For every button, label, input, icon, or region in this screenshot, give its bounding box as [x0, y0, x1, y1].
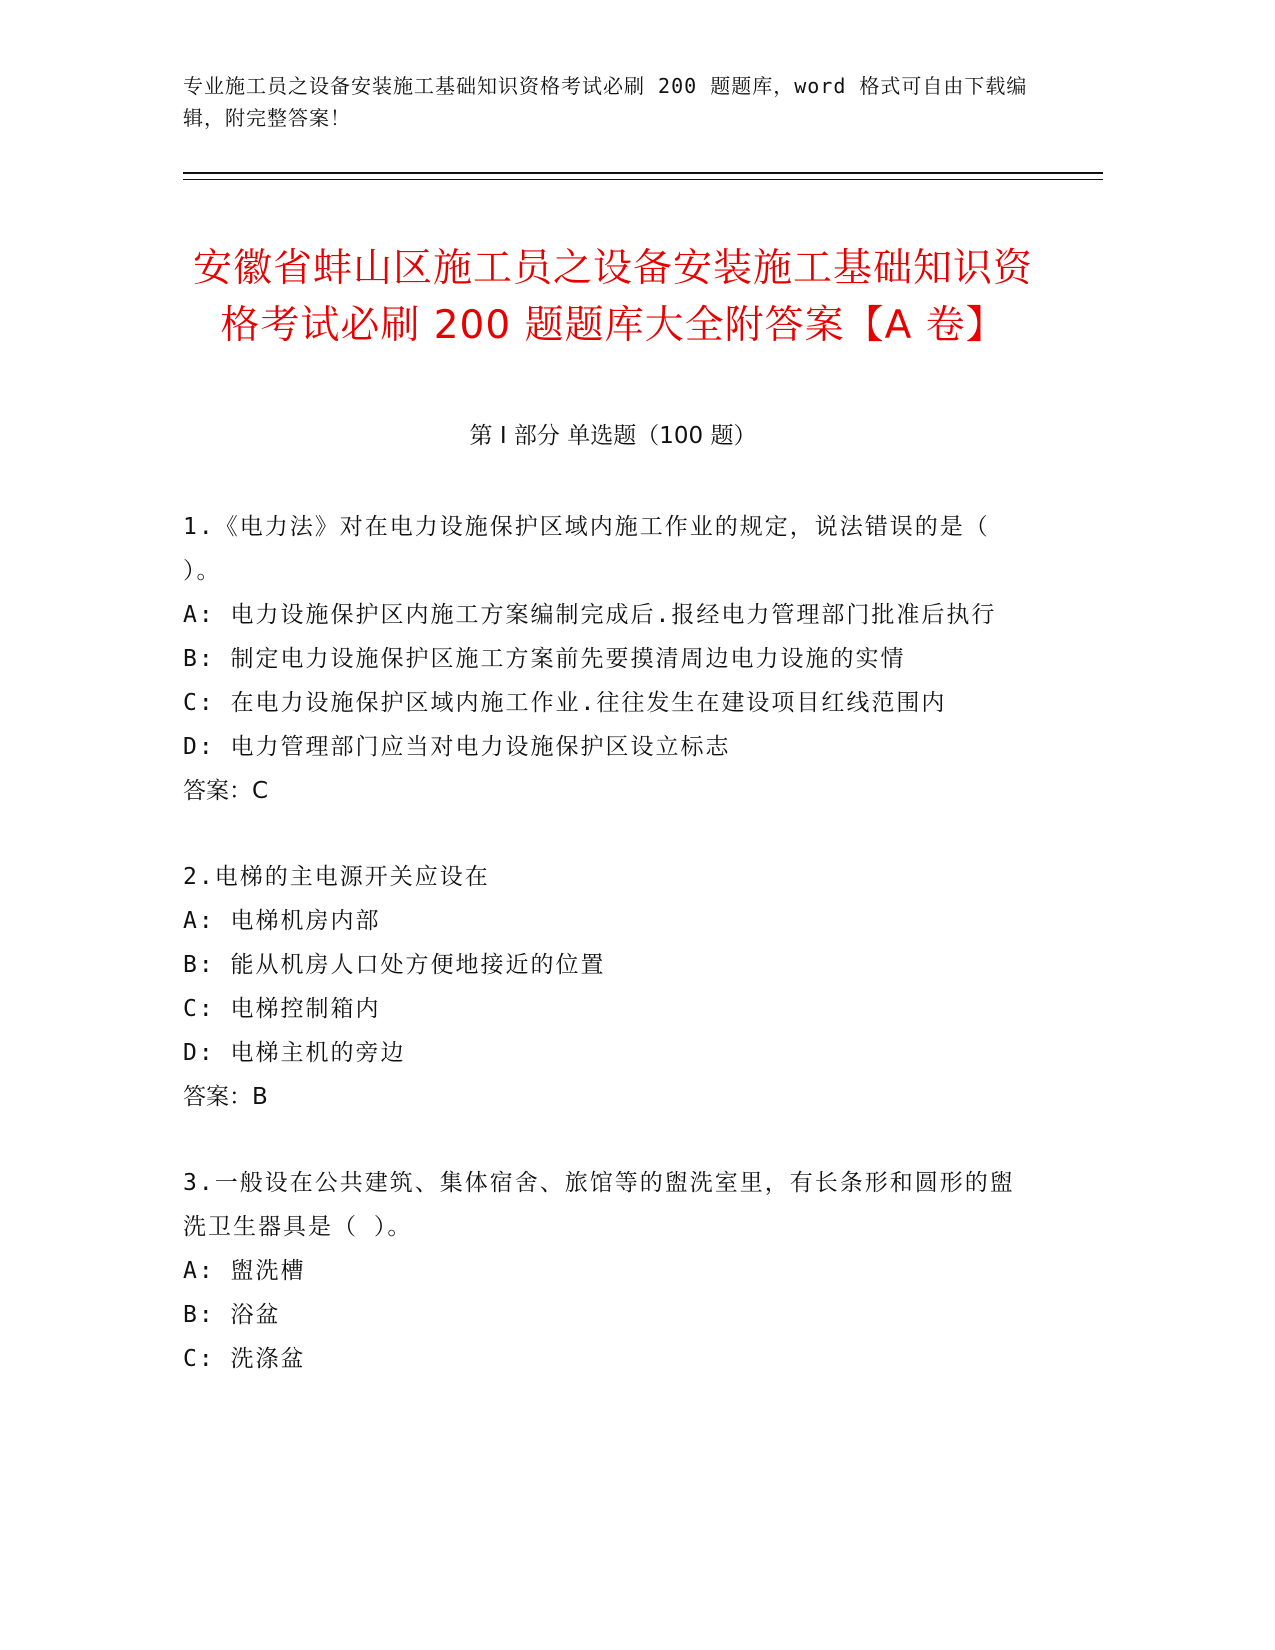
- question-3: [183, 1161, 1033, 1381]
- option-c: C: 电梯控制箱内: [183, 996, 381, 1022]
- question-stem: 1.《电力法》对在电力设施保护区域内施工作业的规定，说法错误的是（ ）。: [183, 514, 990, 584]
- header-rule-thick: [183, 172, 1103, 174]
- option-b: B: 能从机房人口处方便地接近的位置: [183, 952, 606, 978]
- question-2: [183, 855, 1033, 1119]
- question-stem: 3.一般设在公共建筑、集体宿舍、旅馆等的盥洗室里，有长条形和圆形的盥洗卫生器具是（ ）。: [183, 1170, 1015, 1240]
- option-c: C: 在电力设施保护区域内施工作业.往往发生在建设项目红线范围内: [183, 690, 947, 716]
- section-title: 第 I 部分 单选题（100 题）: [469, 423, 757, 449]
- header-rule-thin: [183, 179, 1103, 180]
- option-b: B: 浴盆: [183, 1302, 281, 1328]
- question-stem: 2.电梯的主电源开关应设在: [183, 864, 490, 890]
- option-d: D: 电力管理部门应当对电力设施保护区设立标志: [183, 734, 731, 760]
- option-d: D: 电梯主机的旁边: [183, 1040, 406, 1066]
- option-a: A: 盥洗槽: [183, 1258, 306, 1284]
- header-note: 专业施工员之设备安装施工基础知识资格考试必刷 200 题题库，word 格式可自由下载编辑，附完整答案！: [183, 74, 1028, 130]
- question-list: [183, 505, 1033, 1423]
- answer: 答案：C: [183, 778, 269, 804]
- option-c: C: 洗涤盆: [183, 1346, 306, 1372]
- option-a: A: 电梯机房内部: [183, 908, 381, 934]
- option-b: B: 制定电力设施保护区施工方案前先要摸清周边电力设施的实情: [183, 646, 906, 672]
- option-a: A: 电力设施保护区内施工方案编制完成后.报经电力管理部门批准后执行: [183, 602, 997, 628]
- answer: 答案：B: [183, 1084, 268, 1110]
- question-1: [183, 505, 1033, 813]
- document-title: 安徽省蚌山区施工员之设备安装施工基础知识资格考试必刷 200 题题库大全附答案【A 卷】: [192, 246, 1033, 349]
